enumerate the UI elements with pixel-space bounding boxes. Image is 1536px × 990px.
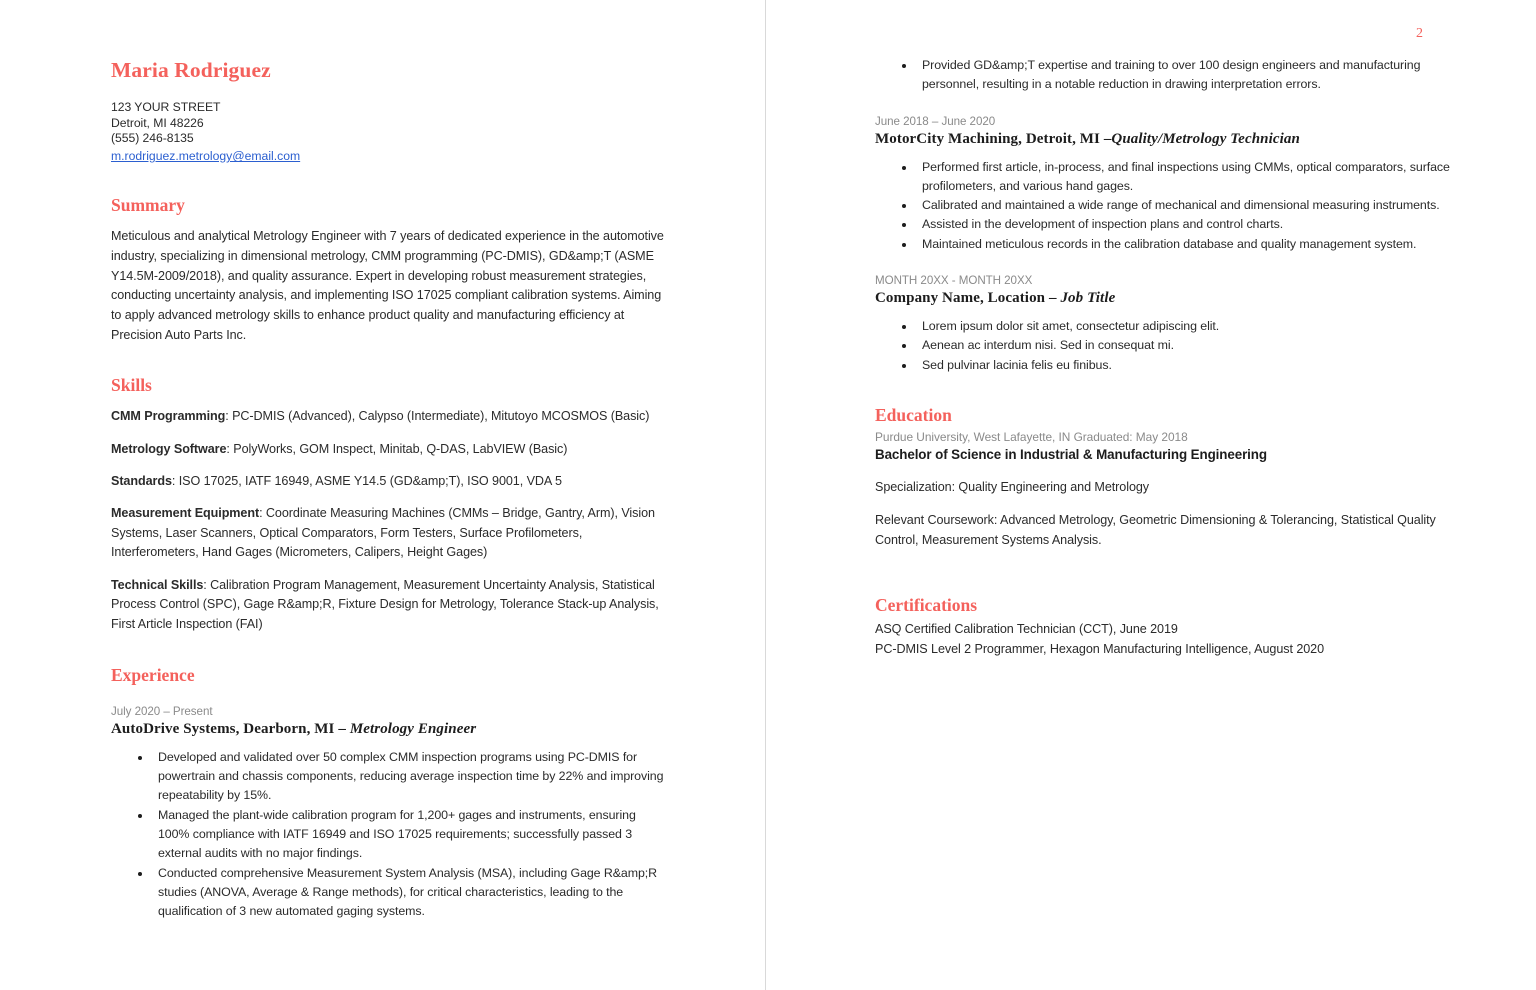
experience-date: July 2020 – Present xyxy=(111,704,213,718)
skill-row xyxy=(111,472,665,492)
experience-title-line xyxy=(875,288,1450,308)
page-number: 2 xyxy=(1416,26,1423,41)
skill-row xyxy=(111,407,665,427)
experience-title-line xyxy=(111,719,665,739)
skill-value: : ISO 17025, IATF 16949, ASME Y14.5 (GD&amp;T), ISO 9001, VDA 5 xyxy=(171,473,562,488)
contact-city-state-zip: Detroit, MI 48226 xyxy=(111,115,204,130)
education-school-line: Purdue University, West Lafayette, IN Graduated: May 2018 xyxy=(875,429,1188,444)
education-specialization: Specialization: Quality Engineering and Metrology xyxy=(875,479,1150,494)
bullet-item: Assisted in the development of inspection plans and control charts. xyxy=(922,215,1450,234)
resume-page-2 xyxy=(766,0,1536,990)
experience-entry xyxy=(111,704,665,922)
education-entry xyxy=(875,429,1450,550)
skills-list xyxy=(111,407,665,634)
experience-separator: – xyxy=(1099,130,1112,147)
experience-company: AutoDrive Systems, Dearborn, MI xyxy=(111,720,335,737)
experience-company: MotorCity Machining, Detroit, MI xyxy=(875,130,1100,147)
section-heading-summary: Summary xyxy=(111,195,185,216)
skill-label: Measurement Equipment xyxy=(111,506,260,521)
certifications-list xyxy=(875,619,1450,659)
section-heading-education: Education xyxy=(875,404,952,425)
bullet-item: Aenean ac interdum nisi. Sed in consequat mi. xyxy=(922,336,1450,355)
section-heading-experience: Experience xyxy=(111,664,195,685)
continued-bullets xyxy=(875,56,1450,95)
section-heading-certifications: Certifications xyxy=(875,594,978,615)
experience-date: MONTH 20XX - MONTH 20XX xyxy=(875,274,1033,288)
experience-entry xyxy=(875,114,1450,254)
candidate-name: Maria Rodriguez xyxy=(111,58,271,82)
contact-phone: (555) 246-8135 xyxy=(111,131,194,146)
summary-text: Meticulous and analytical Metrology Engineer with 7 years of dedicated experience in the automotive industry, specializing in dimensional metrology, CMM programming (PC-DMIS), GD&amp;T (ASME Y14.5M-2009/2018), and quality assurance. Expert in developing robust measurement strategies, conducting uncertainty analysis, and implementing ISO 17025 compliant calibration systems. Aiming to apply advanced metrology skills to enhance product quality and manufacturing efficiency at Precision Auto Parts Inc. xyxy=(111,229,664,342)
bullet-item: Provided GD&amp;T expertise and training to over 100 design engineers and manufacturing personnel, resulting in a notable reduction in drawing interpretation errors. xyxy=(922,56,1450,95)
skill-value: : Calibration Program Management, Measurement Uncertainty Analysis, Statistical Process Control (SPC), Gage R&amp;R, Fixture Design for Metrology, Tolerance Stack-up Analysis, First Article Inspection (FAI) xyxy=(111,577,659,632)
skill-value: : PolyWorks, GOM Inspect, Minitab, Q-DAS, LabVIEW (Basic) xyxy=(226,441,568,456)
certification-item: PC-DMIS Level 2 Programmer, Hexagon Manufacturing Intelligence, August 2020 xyxy=(875,641,1325,656)
skill-row xyxy=(111,440,665,460)
skill-value: : Coordinate Measuring Machines (CMMs – Bridge, Gantry, Arm), Vision Systems, Laser Scanners, Optical Comparators, Form Testers, Surface Profilometers, Interferometers, Hand Gages (Micrometers, Calipers, Height Gages) xyxy=(111,506,655,560)
bullet-item: Conducted comprehensive Measurement System Analysis (MSA), including Gage R&amp;R studies (ANOVA, Average & Range methods), for critical characteristics, leading to the qualification of 3 new automated gaging systems. xyxy=(158,864,665,922)
experience-role: Quality/Metrology Technician xyxy=(1111,130,1300,147)
skill-row xyxy=(111,576,665,635)
bullet-item: Developed and validated over 50 complex CMM inspection programs using PC-DMIS for powertrain and chassis components, reducing average inspection time by 22% and improving repeatability by 15%. xyxy=(158,748,665,806)
experience-entry xyxy=(875,273,1450,375)
skill-value: : PC-DMIS (Advanced), Calypso (Intermediate), Mitutoyo MCOSMOS (Basic) xyxy=(225,409,650,424)
education-degree: Bachelor of Science in Industrial & Manufacturing Engineering xyxy=(875,446,1267,462)
experience-role: Job Title xyxy=(1060,290,1116,307)
experience-bullets xyxy=(875,317,1450,375)
skill-label: Standards xyxy=(111,473,172,488)
resume-page-1 xyxy=(0,0,766,990)
experience-separator: – xyxy=(334,720,350,737)
experience-bullets xyxy=(875,158,1450,254)
experience-bullets xyxy=(111,748,665,922)
experience-date: June 2018 – June 2020 xyxy=(875,114,996,128)
certification-item: ASQ Certified Calibration Technician (CCT), June 2019 xyxy=(875,621,1178,636)
bullet-item: Maintained meticulous records in the calibration database and quality management system. xyxy=(922,235,1450,254)
skill-label: Metrology Software xyxy=(111,441,227,456)
contact-street: 123 YOUR STREET xyxy=(111,99,221,114)
skill-label: Technical Skills xyxy=(111,577,204,592)
skill-label: CMM Programming xyxy=(111,409,226,424)
contact-block xyxy=(111,100,665,165)
bullet-item: Managed the plant-wide calibration program for 1,200+ gages and instruments, ensuring 100% compliance with IATF 16949 and ISO 17025 requirements; successfully passed 3 external audits with no major findings. xyxy=(158,806,665,864)
bullet-item: Calibrated and maintained a wide range of mechanical and dimensional measuring instruments. xyxy=(922,196,1450,215)
education-coursework: Relevant Coursework: Advanced Metrology, Geometric Dimensioning & Tolerancing, Statistical Quality Control, Measurement Systems Analysis. xyxy=(875,513,1436,547)
bullet-item: Lorem ipsum dolor sit amet, consectetur adipiscing elit. xyxy=(922,317,1450,336)
experience-title-line xyxy=(875,129,1450,149)
experience-role: Metrology Engineer xyxy=(349,720,477,737)
contact-email-link[interactable]: m.rodriguez.metrology@email.com xyxy=(111,149,301,164)
section-heading-skills: Skills xyxy=(111,375,152,396)
experience-separator: – xyxy=(1045,290,1061,307)
experience-company: Company Name, Location xyxy=(875,290,1046,307)
skill-row xyxy=(111,504,665,563)
bullet-item: Sed pulvinar lacinia felis eu finibus. xyxy=(922,356,1450,375)
bullet-item: Performed first article, in-process, and final inspections using CMMs, optical comparators, surface profilometers, and various hand gages. xyxy=(922,158,1450,197)
